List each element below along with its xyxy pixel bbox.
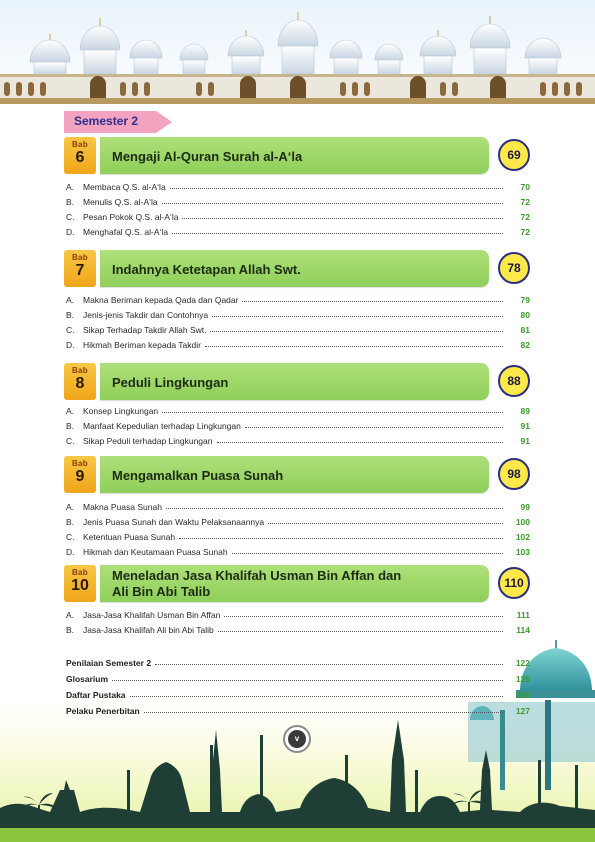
toc-entry[interactable]: [66, 207, 530, 222]
bab-number: 10: [71, 577, 89, 594]
dot-leader: [245, 427, 503, 428]
section-page: 81: [520, 325, 530, 335]
back-matter-title: Penilaian Semester 2: [66, 658, 152, 668]
toc-entry[interactable]: [66, 497, 530, 512]
dot-leader: [210, 331, 503, 332]
dot-leader: [224, 616, 503, 617]
section-title: Sikap Peduli terhadap Lingkungan: [83, 436, 213, 446]
chapter-title: Indahnya Ketetapan Allah Swt.: [112, 262, 301, 277]
bab-badge: [64, 137, 96, 174]
toc-entry[interactable]: [66, 177, 530, 192]
back-matter-page: 125: [515, 674, 530, 684]
toc-entry[interactable]: [66, 527, 530, 542]
back-matter-page: 127: [515, 706, 530, 716]
section-letter: A.: [66, 610, 75, 620]
dot-leader: [162, 203, 503, 204]
chapter-page-circle: 78: [498, 252, 530, 284]
chapter-title-bar: [100, 250, 489, 287]
bab-word: Bab: [71, 568, 88, 577]
section-title: Makna Puasa Sunah: [83, 502, 162, 512]
section-letter: D.: [66, 227, 75, 237]
toc-entry[interactable]: [66, 305, 530, 320]
section-letter: B.: [66, 197, 75, 207]
section-letter: A.: [66, 406, 75, 416]
section-title: Jasa-Jasa Khalifah Usman Bin Affan: [83, 610, 221, 620]
toc-entry[interactable]: [66, 192, 530, 207]
semester-tab: [64, 111, 172, 133]
dot-leader: [179, 538, 503, 539]
section-title: Jenis Puasa Sunah dan Waktu Pelaksanaannya: [83, 517, 265, 527]
dot-leader: [166, 508, 503, 509]
section-title: Jenis-jenis Takdir dan Contohnya: [83, 310, 209, 320]
toc-entry[interactable]: [66, 222, 530, 237]
bab-badge: [64, 250, 96, 287]
mosque-banner-icon: [0, 0, 595, 106]
dot-leader: [242, 301, 503, 302]
dot-leader: [172, 233, 503, 234]
section-title: Ketentuan Puasa Sunah: [83, 532, 176, 542]
back-matter-title: Pelaku Penerbitan: [66, 706, 140, 716]
section-title: Sikap Terhadap Takdir Allah Swt.: [83, 325, 207, 335]
semester-label: Semester 2: [74, 114, 139, 128]
toc-entry[interactable]: [66, 320, 530, 335]
chapter-title-bar: [100, 137, 489, 174]
toc-entry[interactable]: [66, 542, 530, 557]
bab-number: 7: [75, 262, 85, 279]
dot-leader: [155, 664, 503, 665]
bab-word: Bab: [71, 140, 88, 149]
section-letter: A.: [66, 502, 75, 512]
toc-entry[interactable]: [66, 512, 530, 527]
toc-entry[interactable]: [66, 668, 530, 684]
dot-leader: [162, 412, 503, 413]
dot-leader: [205, 346, 503, 347]
back-matter-title: Glosarium: [66, 674, 109, 684]
section-page: 89: [520, 406, 530, 416]
section-page: 111: [516, 610, 530, 620]
bab-number: 9: [75, 468, 85, 485]
bab-number: 8: [75, 375, 85, 392]
bab-word: Bab: [71, 366, 88, 375]
dot-leader: [170, 188, 503, 189]
section-letter: B.: [66, 421, 75, 431]
toc-entry[interactable]: [66, 684, 530, 700]
section-letter: A.: [66, 182, 75, 192]
dot-leader: [182, 218, 503, 219]
toc-entry[interactable]: [66, 401, 530, 416]
section-letter: C.: [66, 212, 75, 222]
back-matter-page: 122: [515, 658, 530, 668]
mosque-banner: [0, 0, 595, 106]
chapter-title-bar: [100, 363, 489, 400]
chapter-page-circle: 98: [498, 458, 530, 490]
bab-word: Bab: [71, 459, 88, 468]
section-page: 70: [520, 182, 530, 192]
bab-number: 6: [75, 149, 85, 166]
chapter-title: Peduli Lingkungan: [112, 375, 229, 390]
section-page: 91: [520, 436, 530, 446]
chapter-title: Mengamalkan Puasa Sunah: [112, 468, 284, 483]
section-page: 72: [520, 227, 530, 237]
section-title: Konsep Lingkungan: [83, 406, 159, 416]
back-matter: [66, 652, 530, 716]
chapter-page-circle: 110: [498, 567, 530, 599]
section-title: Makna Beriman kepada Qada dan Qadar: [83, 295, 239, 305]
section-page: 91: [520, 421, 530, 431]
dot-leader: [268, 523, 503, 524]
section-letter: A.: [66, 295, 75, 305]
dot-leader: [144, 712, 503, 713]
toc-entry[interactable]: [66, 605, 530, 620]
section-title: Menghafal Q.S. al-A‘la: [83, 227, 169, 237]
back-matter-title: Daftar Pustaka: [66, 690, 126, 700]
section-title: Hikmah dan Keutamaan Puasa Sunah: [83, 547, 228, 557]
chapter-title: [112, 568, 401, 600]
toc-entry[interactable]: [66, 290, 530, 305]
dot-leader: [232, 553, 503, 554]
section-page: 103: [515, 547, 530, 557]
section-letter: D.: [66, 547, 75, 557]
section-letter: B.: [66, 625, 75, 635]
chapter-7-sections: [66, 290, 530, 350]
toc-entry[interactable]: [66, 700, 530, 716]
section-title: Manfaat Kepedulian terhadap Lingkungan: [83, 421, 241, 431]
dot-leader: [130, 696, 503, 697]
section-page: 99: [520, 502, 530, 512]
chapter-page-circle: 88: [498, 365, 530, 397]
section-page: 80: [520, 310, 530, 320]
section-page: 114: [516, 625, 530, 635]
dot-leader: [212, 316, 503, 317]
section-letter: C.: [66, 532, 75, 542]
section-title: Pesan Pokok Q.S. al-A‘la: [83, 212, 179, 222]
dot-leader: [218, 631, 503, 632]
section-title: Menulis Q.S. al-A‘la: [83, 197, 158, 207]
chapter-title-bar: [100, 456, 489, 493]
section-page: 72: [520, 212, 530, 222]
section-letter: D.: [66, 340, 75, 350]
chapter-10-sections: [66, 605, 530, 635]
chapter-title-line-1: Meneladan Jasa Khalifah Usman Bin Affan dan: [112, 568, 402, 583]
dot-leader: [112, 680, 503, 681]
section-page: 100: [515, 517, 530, 527]
section-letter: C.: [66, 325, 75, 335]
section-title: Jasa-Jasa Khalifah Ali bin Abi Talib: [83, 625, 214, 635]
toc-entry[interactable]: [66, 652, 530, 668]
page-number-badge: [283, 725, 311, 753]
section-page: 82: [520, 340, 530, 350]
bab-badge: [64, 363, 96, 400]
section-page: 102: [515, 532, 530, 542]
section-letter: B.: [66, 517, 75, 527]
toc-entry[interactable]: [66, 620, 530, 635]
section-page: 72: [520, 197, 530, 207]
bab-badge: [64, 565, 96, 602]
bab-word: Bab: [71, 253, 88, 262]
toc-entry[interactable]: [66, 416, 530, 431]
section-title: Hikmah Beriman kepada Takdir: [83, 340, 201, 350]
toc-entry[interactable]: [66, 335, 530, 350]
chapter-title-line-2: Ali Bin Abi Talib: [112, 584, 211, 599]
back-matter-page: 126: [515, 690, 530, 700]
chapter-9-sections: [66, 497, 530, 557]
section-page: 79: [520, 295, 530, 305]
toc-entry[interactable]: [66, 431, 530, 446]
page-number: v: [288, 730, 306, 748]
section-letter: B.: [66, 310, 75, 320]
chapter-title: Mengaji Al-Quran Surah al-A‘la: [112, 149, 303, 164]
bab-badge: [64, 456, 96, 493]
section-title: Membaca Q.S. al-A‘la: [83, 182, 166, 192]
chapter-page-circle: 69: [498, 139, 530, 171]
chapter-6-sections: [66, 177, 530, 237]
section-letter: C.: [66, 436, 75, 446]
chapter-8-sections: [66, 401, 530, 446]
dot-leader: [217, 442, 504, 443]
chapter-title-bar: [100, 565, 489, 602]
